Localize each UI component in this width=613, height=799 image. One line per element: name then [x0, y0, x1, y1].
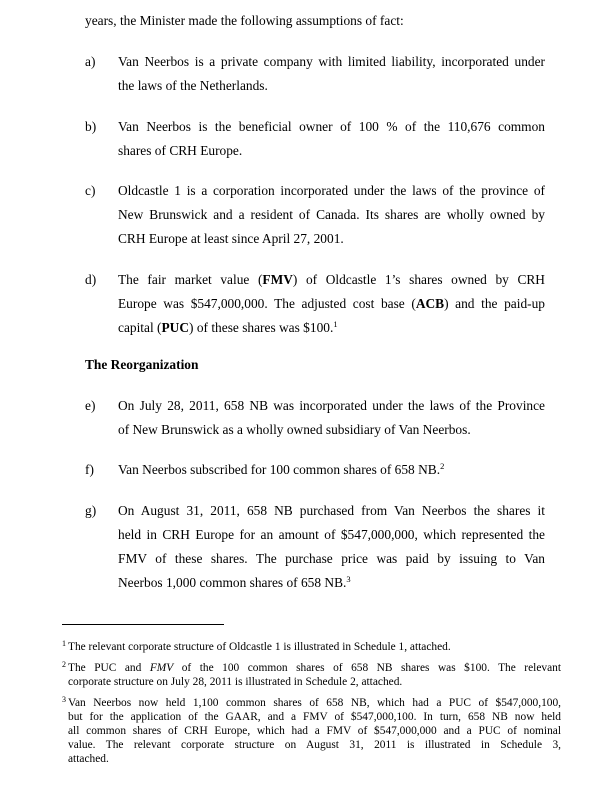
footnote-ref-2: 2 — [440, 461, 445, 471]
footnote-2-line-2: corporate structure on July 28, 2011 is illustrated in Schedule 2, attached. — [68, 676, 403, 688]
item-b-line-1: Van Neerbos is the beneficial owner of 100 % of the 110,676 common — [118, 119, 545, 134]
item-label-f: f) — [85, 462, 94, 477]
item-g-line-3: FMV of these shares. The purchase price was paid by issuing to Van — [118, 551, 545, 566]
item-g-line-4: Neerbos 1,000 common shares of 658 NB.$^3$ — [118, 574, 351, 590]
item-label-c: c) — [85, 183, 96, 198]
puc-term: PUC — [161, 320, 190, 335]
item-label-e: e) — [85, 398, 96, 413]
item-label-b: b) — [85, 119, 97, 134]
footnote-3-line-3: all common shares of CRH Europe, which had a FMV of $547,000,000 and a PUC of nominal — [68, 725, 561, 737]
footnote-ref-1: 1 — [333, 319, 338, 329]
footnote-mark-3: 3 — [62, 695, 66, 704]
fmv-term: FMV — [262, 272, 293, 287]
item-g-line-1: On August 31, 2011, 658 NB purchased from Van Neerbos the shares it — [118, 503, 545, 518]
footnote-separator — [62, 624, 224, 625]
item-c-line-2: New Brunswick and a resident of Canada. Its shares are wholly owned by — [118, 207, 545, 222]
footnote-3-line-2: but for the application of the GAAR, and a FMV of $547,000,100. In turn, 658 NB now held — [68, 711, 561, 723]
item-label-g: g) — [85, 503, 97, 518]
footnote-mark-2: 2 — [62, 660, 66, 669]
item-e-line-2: of New Brunswick as a wholly owned subsidiary of Van Neerbos. — [118, 422, 471, 437]
item-e-line-1: On July 28, 2011, 658 NB was incorporated under the laws of the Province — [118, 398, 545, 413]
item-d-line-2: Europe was $547,000,000. The adjusted cost base (ACB) and the paid-up — [118, 296, 545, 311]
item-label-a: a) — [85, 54, 96, 69]
item-c-line-3: CRH Europe at least since April 27, 2001. — [118, 231, 344, 246]
item-a-line-2: the laws of the Netherlands. — [118, 78, 268, 93]
item-label-d: d) — [85, 272, 97, 287]
item-b-line-2: shares of CRH Europe. — [118, 143, 243, 158]
footnote-mark-1: 1 — [62, 639, 66, 648]
item-g-line-2: held in CRH Europe for an amount of $547,000,000, which represented the — [118, 527, 545, 542]
item-a-line-1: Van Neerbos is a private company with limited liability, incorporated under — [118, 54, 545, 69]
section-heading: The Reorganization — [85, 357, 199, 372]
intro-text: years, the Minister made the following assumptions of fact: — [85, 13, 404, 28]
footnote-1-line-1: The relevant corporate structure of Oldcastle 1 is illustrated in Schedule 1, attached. — [68, 641, 451, 653]
item-d-line-3: capital (PUC) of these shares was $100.$^1$ — [118, 319, 338, 335]
item-d-line-1: The fair market value (FMV) of Oldcastle 1’s shares owned by CRH — [118, 272, 545, 287]
footnote-3-line-4: value. The relevant corporate structure on August 31, 2011 is illustrated in Schedule 3, — [68, 739, 561, 751]
footnote-3-line-5: attached. — [68, 753, 109, 765]
footnote-ref-3: 3 — [346, 574, 351, 584]
item-c-line-1: Oldcastle 1 is a corporation incorporated under the laws of the province of — [118, 183, 545, 198]
acb-term: ACB — [415, 296, 445, 311]
footnote-3-line-1: Van Neerbos now held 1,100 common shares of 658 NB, which had a PUC of $547,000,100, — [68, 697, 561, 709]
item-f-text: Van Neerbos subscribed for 100 common shares of 658 NB.$^2$ — [118, 461, 445, 477]
footnote-2-line-1: The PUC and FMV of the 100 common shares of 658 NB shares was $100. The relevant — [68, 662, 561, 674]
